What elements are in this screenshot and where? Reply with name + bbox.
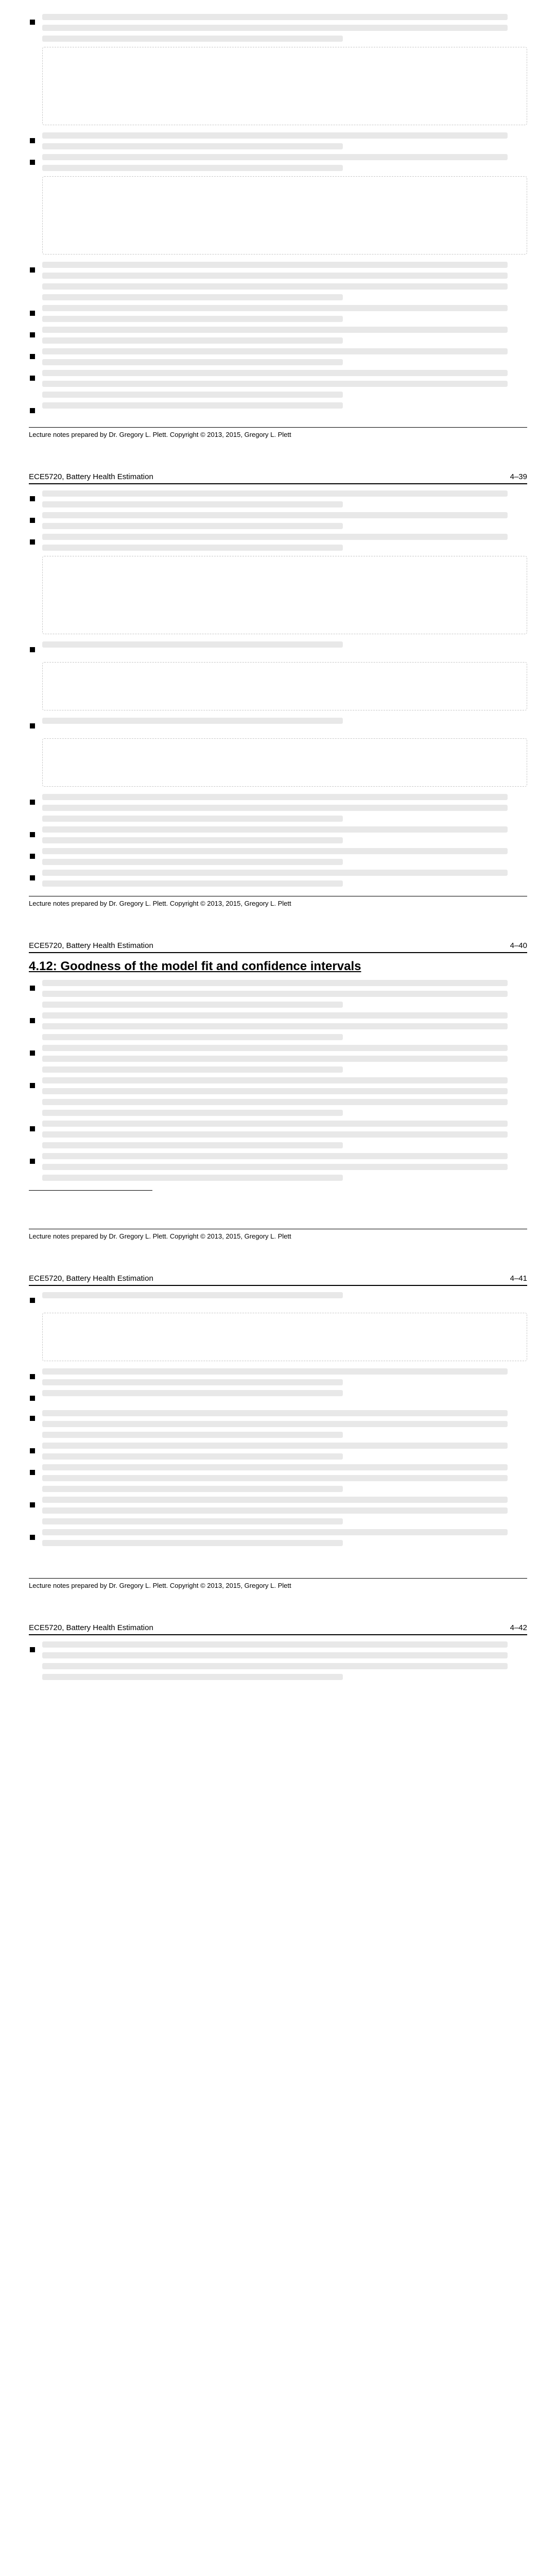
bullet-text (42, 490, 527, 507)
page-number: 4–41 (510, 1274, 527, 1283)
bullet-text (42, 1497, 527, 1524)
text-line-placeholder (42, 1099, 508, 1105)
bullet-text (42, 718, 527, 733)
text-line-placeholder (42, 1131, 508, 1138)
text-line-placeholder (42, 805, 508, 811)
bullet-text (42, 370, 527, 398)
text-line-placeholder (42, 1121, 508, 1127)
bullet-item (29, 490, 527, 507)
slide-header (29, 1623, 527, 1635)
subsection-heading (29, 1555, 527, 1569)
slide-header (29, 472, 527, 484)
text-line-placeholder (42, 154, 508, 160)
bullet-text (42, 980, 527, 1008)
text-line-placeholder (42, 848, 508, 854)
text-line-placeholder (42, 132, 508, 139)
text-line-placeholder (42, 1652, 508, 1658)
bullet-text (42, 870, 527, 887)
bullet-text (42, 402, 527, 418)
text-line-placeholder (42, 1045, 508, 1051)
text-line-placeholder (42, 1443, 508, 1449)
bullet-list (29, 1292, 527, 1546)
bullet-item (29, 718, 527, 787)
bullet-item (29, 402, 527, 418)
slide-separator (0, 1245, 556, 1265)
text-line-placeholder (42, 1464, 508, 1470)
equation-block (42, 738, 527, 787)
bullet-text (42, 1641, 527, 1680)
bullet-text (42, 14, 527, 42)
bullet-list (29, 1641, 527, 1680)
bullet-item (29, 262, 527, 300)
text-line-placeholder (42, 165, 343, 171)
equation-block (42, 662, 527, 710)
text-line-placeholder (42, 1066, 343, 1073)
text-line-placeholder (42, 1110, 343, 1116)
text-line-placeholder (42, 641, 343, 648)
bullet-item (29, 1410, 527, 1438)
text-line-placeholder (42, 1475, 508, 1481)
course-title: ECE5720, Battery Health Estimation (29, 1623, 153, 1632)
bullet-item (29, 794, 527, 822)
text-line-placeholder (42, 1379, 343, 1385)
text-line-placeholder (42, 294, 343, 300)
text-line-placeholder (42, 1486, 343, 1492)
text-line-placeholder (42, 283, 508, 290)
text-line-placeholder (42, 1012, 508, 1019)
text-line-placeholder (42, 826, 508, 833)
bullet-text (42, 1464, 527, 1492)
bullet-item (29, 1464, 527, 1492)
bullet-item (29, 154, 527, 255)
text-line-placeholder (42, 1641, 508, 1648)
bullet-item (29, 132, 527, 149)
text-line-placeholder (42, 523, 343, 529)
footnote-rule (29, 1190, 152, 1191)
text-line-placeholder (42, 1507, 508, 1514)
footnote (29, 1194, 527, 1219)
slide-separator (0, 1595, 556, 1614)
bullet-list (29, 14, 527, 418)
bullet-item (29, 1077, 527, 1116)
bullet-text (42, 1077, 527, 1116)
numbered-item (29, 348, 527, 365)
bullet-item (29, 870, 527, 887)
bullet-text (42, 348, 527, 365)
bullet-text (42, 327, 527, 344)
text-line-placeholder (42, 392, 343, 398)
text-line-placeholder (42, 1497, 508, 1503)
text-line-placeholder (42, 1518, 343, 1524)
lecture-slide (0, 0, 556, 444)
bullet-list (29, 490, 527, 887)
bullet-text (42, 848, 527, 865)
bullet-item (29, 980, 527, 1008)
page-number: 4–42 (510, 1623, 527, 1632)
slide-footer: Lecture notes prepared by Dr. Gregory L. Plett. Copyright © 2013, 2015, Gregory L. Plett (29, 896, 527, 912)
text-line-placeholder (42, 1175, 343, 1181)
text-line-placeholder (42, 1432, 343, 1438)
text-line-placeholder (42, 1077, 508, 1083)
page-number: 4–39 (510, 472, 527, 481)
bullet-item (29, 1390, 527, 1405)
bullet-text (42, 305, 527, 322)
slide-footer: Lecture notes prepared by Dr. Gregory L. Plett. Copyright © 2013, 2015, Gregory L. Plett (29, 1578, 527, 1595)
text-line-placeholder (42, 1529, 508, 1535)
bullet-text (42, 534, 527, 551)
text-line-placeholder (42, 1056, 508, 1062)
section-title: 4.12: Goodness of the model fit and confidence intervals (29, 959, 361, 973)
lecture-slide (0, 932, 556, 1245)
text-line-placeholder (42, 1540, 343, 1546)
bullet-item (29, 1292, 527, 1361)
text-line-placeholder (42, 337, 343, 344)
text-line-placeholder (42, 534, 508, 540)
bullet-item (29, 1153, 527, 1181)
bullet-text (42, 1012, 527, 1040)
lecture-slide (0, 1614, 556, 1680)
bullet-item (29, 1368, 527, 1385)
text-line-placeholder (42, 837, 343, 843)
text-line-placeholder (42, 794, 508, 800)
text-line-placeholder (42, 1674, 343, 1680)
bullet-item (29, 826, 527, 843)
text-line-placeholder (42, 501, 343, 507)
bullet-text (42, 1153, 527, 1181)
text-line-placeholder (42, 262, 508, 268)
text-line-placeholder (42, 1453, 343, 1460)
text-line-placeholder (42, 870, 508, 876)
text-line-placeholder (42, 359, 343, 365)
text-line-placeholder (42, 14, 508, 20)
lecture-slide (0, 463, 556, 912)
text-line-placeholder (42, 1164, 508, 1170)
text-line-placeholder (42, 1088, 508, 1094)
equation-block (42, 176, 527, 255)
bullet-text (42, 154, 527, 171)
text-line-placeholder (42, 316, 343, 322)
text-line-placeholder (42, 718, 343, 724)
text-line-placeholder (42, 1390, 343, 1396)
text-line-placeholder (42, 545, 343, 551)
text-line-placeholder (42, 991, 508, 997)
text-line-placeholder (42, 512, 508, 518)
bullet-item (29, 14, 527, 125)
text-line-placeholder (42, 880, 343, 887)
bullet-list (29, 980, 527, 1181)
course-title: ECE5720, Battery Health Estimation (29, 472, 153, 481)
text-line-placeholder (42, 381, 508, 387)
bullet-text (42, 1292, 527, 1308)
bullet-text (42, 262, 527, 300)
slide-footer: Lecture notes prepared by Dr. Gregory L. Plett. Copyright © 2013, 2015, Gregory L. Plett (29, 1229, 527, 1245)
course-title: ECE5720, Battery Health Estimation (29, 941, 153, 950)
equation-block (42, 47, 527, 125)
bullet-item (29, 1529, 527, 1546)
course-title: ECE5720, Battery Health Estimation (29, 1274, 153, 1283)
text-line-placeholder (42, 816, 343, 822)
bullet-text (42, 1443, 527, 1460)
bullet-item (29, 1497, 527, 1524)
slide-header (29, 941, 527, 953)
text-line-placeholder (42, 1421, 508, 1427)
bullet-text (42, 1529, 527, 1546)
text-line-placeholder (42, 1142, 343, 1148)
text-line-placeholder (42, 1410, 508, 1416)
bullet-item (29, 1121, 527, 1148)
text-line-placeholder (42, 402, 343, 409)
text-line-placeholder (42, 348, 508, 354)
bullet-item (29, 1045, 527, 1073)
bullet-item (29, 534, 527, 634)
text-line-placeholder (42, 859, 343, 865)
bullet-text (42, 132, 527, 149)
numbered-item (29, 512, 527, 529)
text-line-placeholder (42, 36, 343, 42)
text-line-placeholder (42, 1034, 343, 1040)
bullet-text (42, 641, 527, 657)
bullet-item (29, 848, 527, 865)
slide-footer: Lecture notes prepared by Dr. Gregory L. Plett. Copyright © 2013, 2015, Gregory L. Plett (29, 427, 527, 444)
text-line-placeholder (42, 370, 508, 376)
text-line-placeholder (42, 305, 508, 311)
lecture-slide (0, 1265, 556, 1595)
equation-block (42, 556, 527, 634)
bullet-text (42, 1368, 527, 1385)
bullet-text (42, 512, 527, 529)
page-number: 4–40 (510, 941, 527, 950)
equation-block (42, 1313, 527, 1361)
text-line-placeholder (42, 1002, 343, 1008)
bullet-item (29, 305, 527, 322)
text-line-placeholder (42, 25, 508, 31)
bullet-item (29, 1641, 527, 1680)
bullet-item (29, 641, 527, 710)
text-line-placeholder (42, 327, 508, 333)
bullet-text (42, 1045, 527, 1073)
text-line-placeholder (42, 490, 508, 497)
bullet-item (29, 370, 527, 398)
bullet-text (42, 1390, 527, 1405)
slide-separator (0, 444, 556, 463)
slide-separator (0, 912, 556, 932)
bullet-text (42, 1410, 527, 1438)
text-line-placeholder (42, 1023, 508, 1029)
bullet-item (29, 1443, 527, 1460)
bullet-text (42, 826, 527, 843)
slide-header (29, 1274, 527, 1286)
text-line-placeholder (42, 1663, 508, 1669)
text-line-placeholder (42, 1153, 508, 1159)
text-line-placeholder (42, 980, 508, 986)
bullet-text (42, 794, 527, 822)
bullet-item (29, 327, 527, 344)
bullet-item (29, 1012, 527, 1040)
bullet-text (42, 1121, 527, 1148)
text-line-placeholder (42, 143, 343, 149)
text-line-placeholder (42, 1368, 508, 1375)
text-line-placeholder (42, 1292, 343, 1298)
text-line-placeholder (42, 273, 508, 279)
